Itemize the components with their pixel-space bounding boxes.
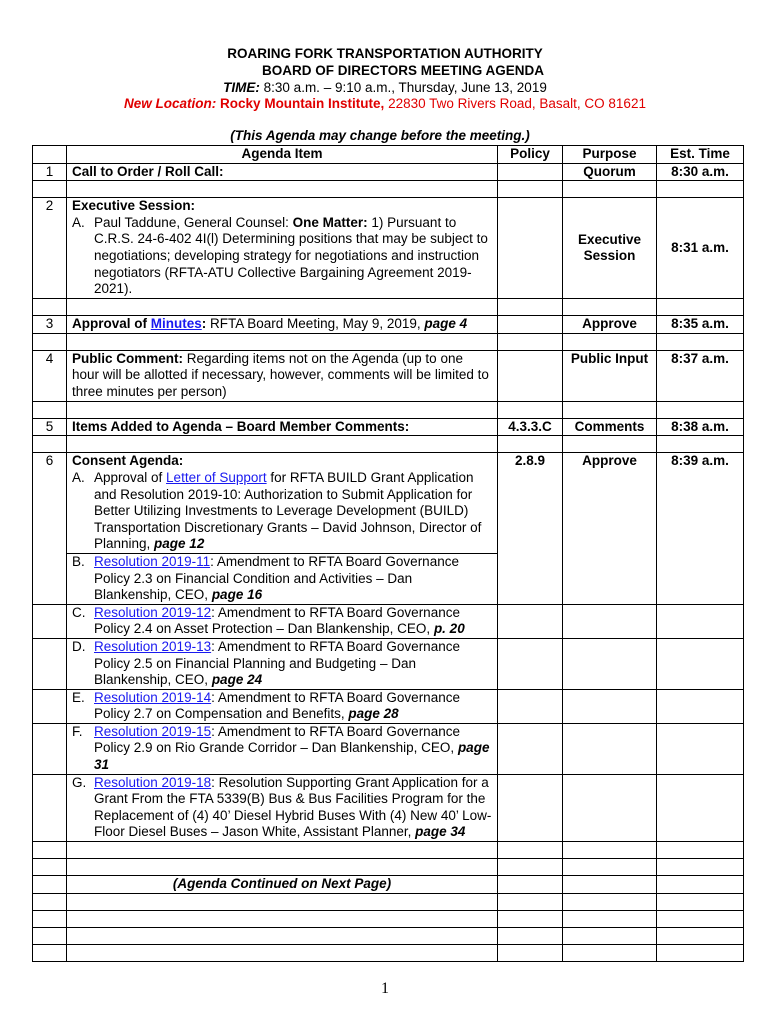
spacer-row xyxy=(33,333,744,350)
item-title: Consent Agenda: xyxy=(72,453,184,469)
location-name: Rocky Mountain Institute, xyxy=(216,96,385,111)
item-body xyxy=(67,198,498,299)
spacer-row xyxy=(33,842,744,859)
page-ref: page 16 xyxy=(211,587,263,603)
page-ref: page 28 xyxy=(348,706,399,722)
page-ref: page 4 xyxy=(424,316,468,332)
table-row xyxy=(33,350,744,401)
item-body: Approval of Minutes: RFTA Board Meeting, May 9, 2019, page 4 xyxy=(67,316,498,334)
item-purpose: Comments xyxy=(563,418,657,436)
item-title: Executive Session: xyxy=(72,198,196,214)
item-number: 4 xyxy=(33,350,67,401)
sub-item: D. Resolution 2019-13: Amendment to RFTA Board Governance Policy 2.5 on Financial Planning and Budgeting – Dan Blankenship, CEO, page 24 xyxy=(72,638,460,688)
item-time: 8:38 a.m. xyxy=(657,418,744,436)
continued-note: (Agenda Continued on Next Page) xyxy=(67,876,498,894)
letter-of-support-link[interactable]: Letter of Support xyxy=(166,469,267,485)
meeting-time xyxy=(0,80,770,97)
table-row xyxy=(33,418,744,436)
item-title: Items Added to Agenda – Board Member Comments: xyxy=(67,418,498,436)
page-number: 1 xyxy=(381,980,389,997)
table-row xyxy=(33,163,744,181)
item-title: Call to Order / Roll Call: xyxy=(67,163,498,181)
location-address: 22830 Two Rivers Road, Basalt, CO 81621 xyxy=(384,96,646,111)
resolution-link[interactable]: Resolution 2019-11 xyxy=(94,553,211,569)
item-purpose: Quorum xyxy=(563,163,657,181)
page-ref: page 24 xyxy=(211,672,263,688)
page-ref: page 31 xyxy=(94,740,490,773)
item-time: 8:35 a.m. xyxy=(657,316,744,334)
table-row xyxy=(33,638,744,689)
sub-item: C. Resolution 2019-12: Amendment to RFTA Board Governance Policy 2.4 on Asset Protection – Dan Blankenship, CEO, p. 20 xyxy=(72,604,465,637)
spacer-row xyxy=(33,436,744,453)
table-row xyxy=(33,774,744,841)
agenda-table xyxy=(32,145,744,962)
page-ref: page 34 xyxy=(415,824,466,840)
sub-item: A. Paul Taddune, General Counsel: One Matter: 1) Pursuant to C.R.S. 24-6-402 4I(l) Determining positions that may be subject to negotiations; developing strategy for negotiations and instruction negotiators (RFTA-ATU Collective Bargaining Agreement 2019-2021). xyxy=(72,214,488,297)
spacer-row xyxy=(33,876,744,894)
sub-item: F. Resolution 2019-15: Amendment to RFTA Board Governance Policy 2.9 on Rio Grande Corridor – Dan Blankenship, CEO, page 31 xyxy=(72,723,490,773)
resolution-link[interactable]: Resolution 2019-15 xyxy=(94,723,212,739)
table-header-row xyxy=(33,146,744,164)
item-number: 6 xyxy=(33,453,67,554)
location-label: New Location: xyxy=(124,96,217,111)
table-row xyxy=(33,453,744,554)
time-label: TIME: xyxy=(223,80,260,95)
meeting-title: BOARD OF DIRECTORS MEETING AGENDA xyxy=(261,63,544,78)
item-purpose: Public Input xyxy=(563,350,657,401)
item-body: Public Comment: Regarding items not on the Agenda (up to one hour will be allotted if necessary, however, comments will be limited to three minutes per person) xyxy=(67,350,498,401)
item-purpose: Approve xyxy=(563,453,657,554)
sub-item: E. Resolution 2019-14: Amendment to RFTA Board Governance Policy 2.7 on Compensation and Benefits, page 28 xyxy=(72,689,460,722)
sub-item-prefix: A. xyxy=(72,214,85,230)
sub-item: G. Resolution 2019-18: Resolution Supporting Grant Application for a Grant From the FTA 5339(B) Bus & Bus Facilities Program for the Replacement of (4) 40’ Diesel Hybrid Buses With (4) New 40’ Low-Floor Diesel Buses – Jason White, Assistant Planner, page 34 xyxy=(72,774,492,840)
spacer-row xyxy=(33,859,744,876)
table-row xyxy=(33,723,744,774)
item-time: 8:37 a.m. xyxy=(657,350,744,401)
item-number: 5 xyxy=(33,418,67,436)
table-row xyxy=(33,198,744,299)
spacer-row xyxy=(33,910,744,927)
resolution-link[interactable]: Resolution 2019-12 xyxy=(94,604,212,620)
spacer-row xyxy=(33,181,744,198)
page-ref: page 12 xyxy=(154,536,205,552)
item-number: 2 xyxy=(33,198,67,299)
agenda-note: (This Agenda may change before the meeting.) xyxy=(230,128,530,143)
resolution-link[interactable]: Resolution 2019-14 xyxy=(94,689,212,705)
item-time: 8:39 a.m. xyxy=(657,453,744,554)
table-row xyxy=(33,553,744,604)
resolution-link[interactable]: Resolution 2019-13 xyxy=(94,638,212,654)
item-time: 8:31 a.m. xyxy=(657,198,744,299)
spacer-row xyxy=(33,401,744,418)
page-ref: p. 20 xyxy=(433,621,465,637)
time-value: 8:30 a.m. – 9:10 a.m., Thursday, June 13, 2019 xyxy=(259,80,547,95)
col-purpose: Purpose xyxy=(563,146,657,164)
resolution-link[interactable]: Resolution 2019-18 xyxy=(94,774,212,790)
item-policy: 4.3.3.C xyxy=(498,418,563,436)
table-row xyxy=(33,316,744,334)
sub-item: A. Approval of Letter of Support for RFTA BUILD Grant Application and Resolution 2019-10: Authorization to Submit Application for Better Utilizing Investments to Leverage Development (BUILD) Transportation Discretionary Grants – David Johnson, Director of Planning, page 12 xyxy=(72,469,482,552)
item-body xyxy=(67,453,498,554)
item-policy: 2.8.9 xyxy=(498,453,563,554)
spacer-row xyxy=(33,927,744,944)
spacer-row xyxy=(33,299,744,316)
item-purpose: Approve xyxy=(563,316,657,334)
meeting-location xyxy=(0,96,770,113)
org-name: ROARING FORK TRANSPORTATION AUTHORITY xyxy=(227,46,543,61)
table-row xyxy=(33,604,744,638)
col-policy: Policy xyxy=(498,146,563,164)
col-agenda-item: Agenda Item xyxy=(67,146,498,164)
item-time: 8:30 a.m. xyxy=(657,163,744,181)
sub-item: B. Resolution 2019-11: Amendment to RFTA Board Governance Policy 2.3 on Financial Condition and Activities – Dan Blankenship, CEO, page 16 xyxy=(72,553,459,603)
spacer-row xyxy=(33,944,744,961)
item-number: 3 xyxy=(33,316,67,334)
item-purpose: Executive Session xyxy=(563,198,657,299)
item-number: 1 xyxy=(33,163,67,181)
table-row xyxy=(33,689,744,723)
minutes-link[interactable]: Minutes xyxy=(150,316,202,332)
col-est-time: Est. Time xyxy=(657,146,744,164)
spacer-row xyxy=(33,893,744,910)
